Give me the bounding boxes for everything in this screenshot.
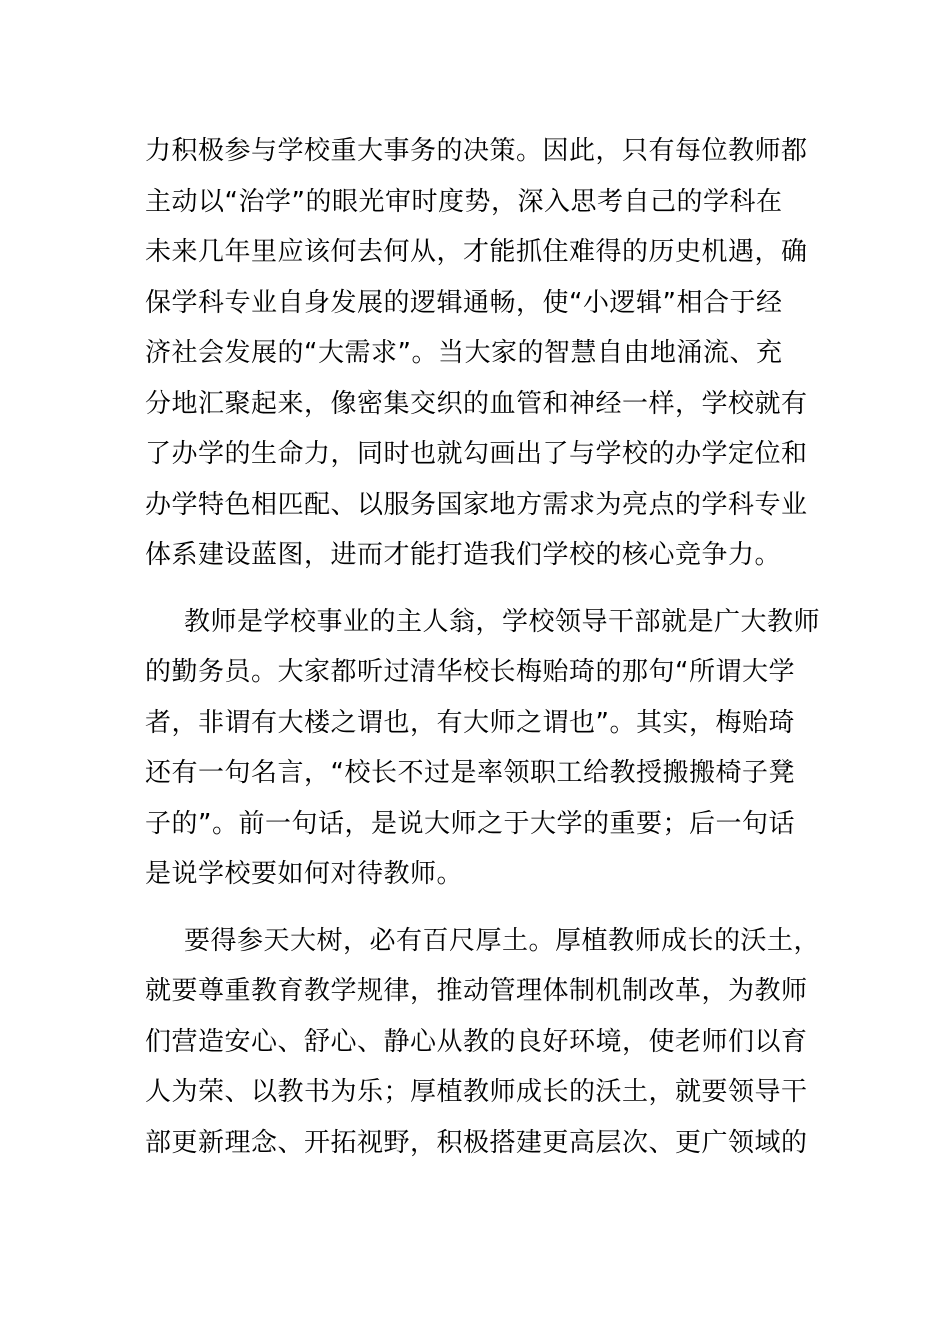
text-line: 主动以“治学”的眼光审时度势，深入思考自己的学科在 <box>145 186 783 217</box>
text-line: 体系建设蓝图，进而才能打造我们学校的核心竞争力。 <box>145 540 782 570</box>
text-line: 分地汇聚起来，像密集交织的血管和神经一样，学校就有 <box>145 388 808 419</box>
paragraph-2 <box>145 597 821 900</box>
text-line: 的勤务员。大家都听过清华校长梅贻琦的那句“所谓大学 <box>145 657 795 687</box>
text-line: 是说学校要如何对待教师。 <box>145 859 464 889</box>
text-line: 办学特色相匹配、以服务国家地方需求为亮点的学科专业 <box>145 489 808 520</box>
text-line: 了办学的生命力，同时也就勾画出了与学校的办学定位和 <box>145 439 808 469</box>
text-line: 未来几年里应该何去何从，才能抓住难得的历史机遇，确 <box>145 237 808 267</box>
paragraph-3 <box>145 916 821 1169</box>
text-line: 要得参天大树，必有百尺厚土。厚植教师成长的沃土， <box>184 925 821 956</box>
text-line: 还有一句名言，“校长不过是率领职工给教授搬搬椅子凳 <box>145 758 795 788</box>
paragraph-spacer <box>145 581 810 597</box>
text-line: 济社会发展的“大需求”。当大家的智慧自由地涌流、充 <box>145 338 783 368</box>
text-line: 保学科专业自身发展的逻辑通畅，使“小逻辑”相合于经 <box>145 287 783 318</box>
text-line: 教师是学校事业的主人翁，学校领导干部就是广大教师 <box>184 606 821 637</box>
text-line: 部更新理念、开拓视野，积极搭建更高层次、更广领域的 <box>145 1127 808 1158</box>
text-line: 子的”。前一句话，是说大师之于大学的重要；后一句话 <box>145 808 795 839</box>
text-line: 人为荣、以教书为乐；厚植教师成长的沃土，就要领导干 <box>145 1077 808 1107</box>
text-line: 就要尊重教育教学规律，推动管理体制机制改革，为教师 <box>145 976 808 1006</box>
text-line: 力积极参与学校重大事务的决策。因此，只有每位教师都 <box>145 136 808 166</box>
paragraph-spacer <box>145 900 810 916</box>
text-line: 者，非谓有大楼之谓也，有大师之谓也”。其实，梅贻琦 <box>145 707 795 738</box>
text-line: 们营造安心、舒心、静心从教的良好环境，使老师们以育 <box>145 1026 808 1057</box>
document-body <box>145 126 821 1168</box>
paragraph-1 <box>145 126 810 581</box>
